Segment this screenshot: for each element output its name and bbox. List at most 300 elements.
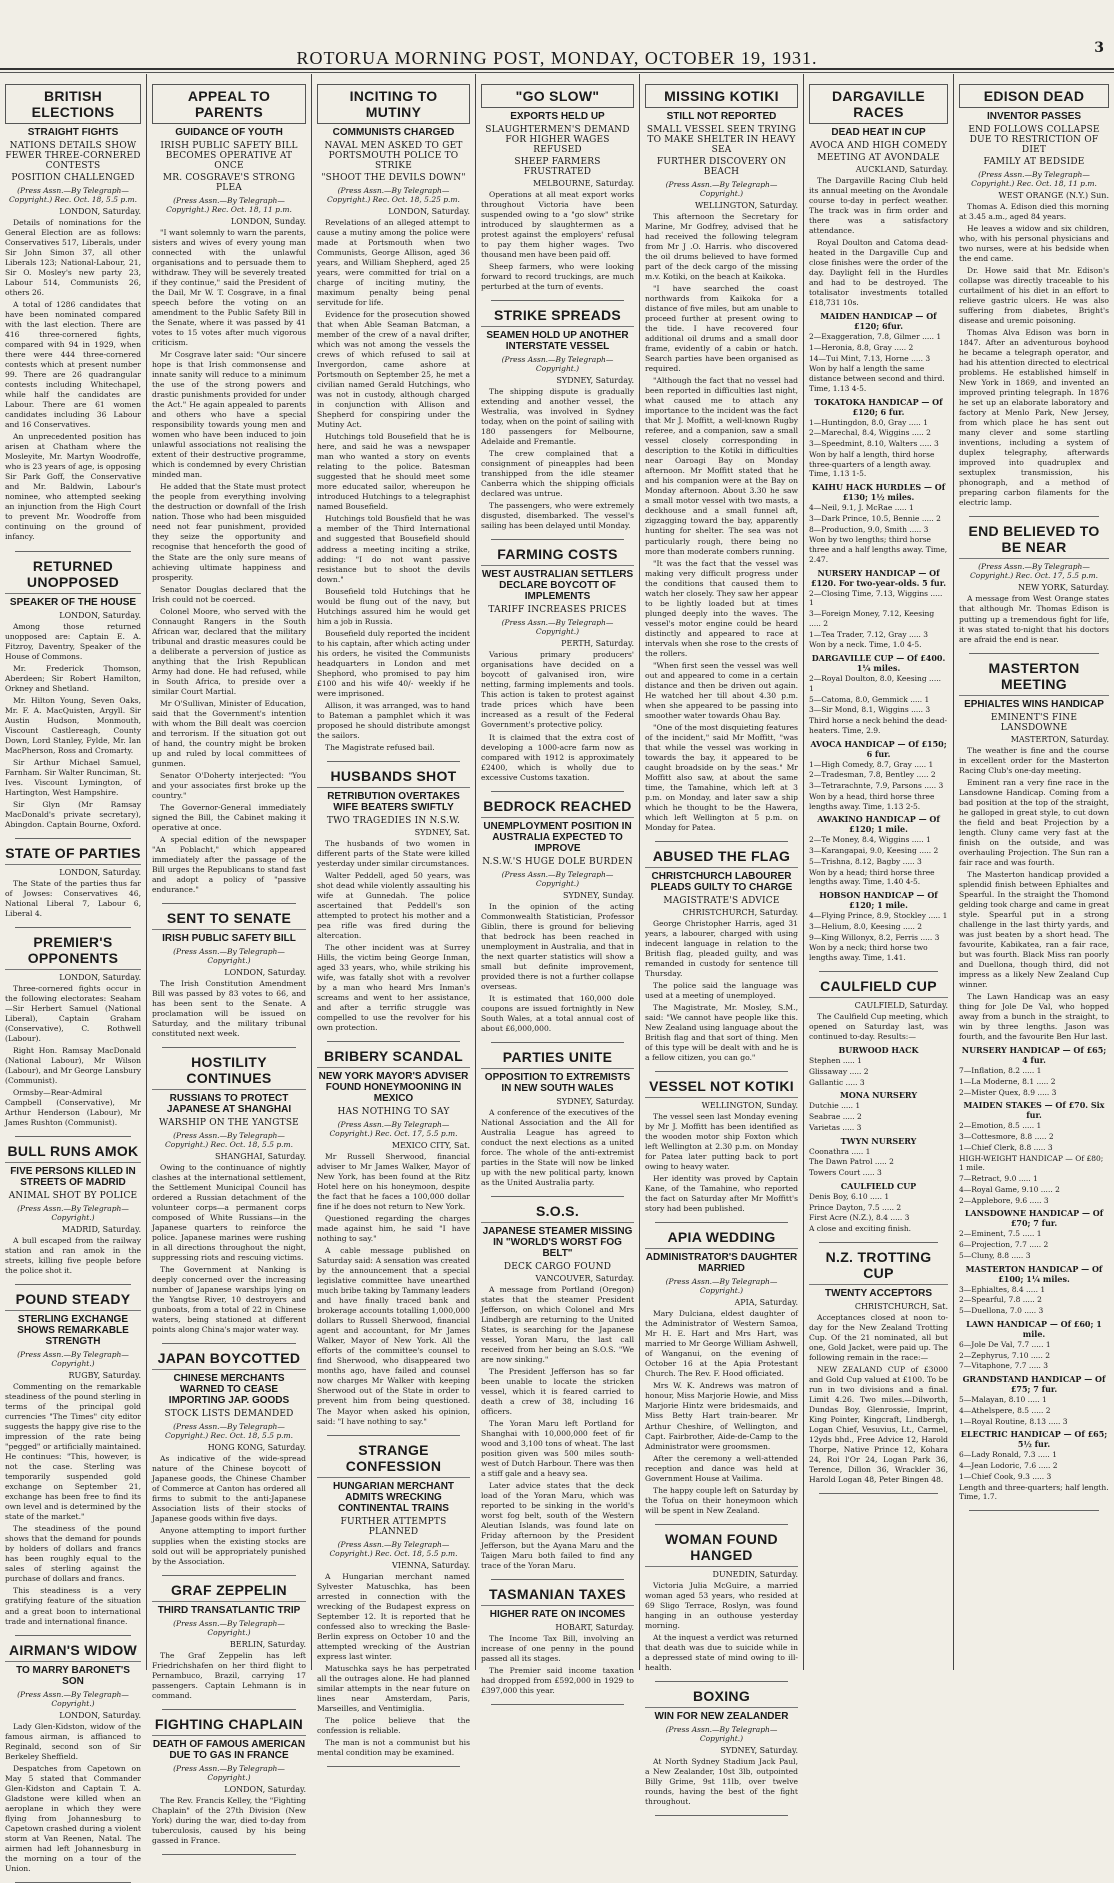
race-result: 4—Royal Game, 9.10 ..... 2 (959, 1184, 1060, 1194)
race-title: BURWOOD HACK (838, 1045, 919, 1055)
paragraph: The happy couple left on Saturday by the Tofua on their honeymoon which will be spent in New Zealand. (645, 1485, 798, 1515)
dateline: LONDON, Saturday. (224, 968, 306, 978)
article-subheading: SLAUGHTERMEN'S DEMAND FOR HIGHER WAGES REFUSED (485, 125, 630, 155)
race-result: Won by a neck; third horse two lengths away. Time, 1.41. (809, 943, 928, 963)
race-result: Length and three-quarters; half length. Time, 1.7. (959, 1482, 1109, 1502)
article-headline: GRAF ZEPPELIN (152, 1582, 306, 1602)
press-credit: (Press Assn.—By Telegraph—Copyright.) (665, 180, 778, 198)
race-result: 4—Jean Lodoric, 7.6 ..... 2 (959, 1461, 1058, 1470)
press-credit: (Press Assn.—By Telegraph—Copyright.) Rec. Oct. 17, 5.5 p.m. (969, 562, 1099, 581)
article-body (5, 622, 141, 830)
race-title: MAIDEN STAKES — Of £70. Six fur. (963, 1100, 1105, 1121)
paragraph: Commenting on the remarkable steadiness of the pound sterling in terms of the principal gold currencies "The Times" city editor suggests the happy give rise to the impression of the rate being "pegged" or artificially maintained. He continues: "This, however, is not the case. Sterling was temporarily suspended gold exchange on September 21, exchange has been free to find its own level and is determined by the state of the market." (5, 1382, 141, 1522)
paragraph: Her identity was proved by Captain Kane, of the Tamahine, who reported the fact on Saturday after Mr Moffitt's story had been published. (645, 1174, 798, 1214)
article-divider (162, 1343, 296, 1344)
paragraph: The man is not a communist but his mental condition may be examined. (317, 1737, 470, 1757)
article-subheading: TO MARRY BARONET'S SON (16, 1664, 130, 1687)
race-title: NURSERY HANDICAP — Of £120. For two-year-olds. 5 fur. (810, 567, 947, 588)
race-result: 1—Chief Cook, 9.3 ..... 3 (959, 1471, 1052, 1481)
article (5, 1291, 141, 1626)
press-credit: (Press Assn.—By Telegraph—Copyright.) (173, 1763, 285, 1782)
race-result: 7—Inflation, 8.2 ..... 1 (959, 1066, 1042, 1075)
race-result: First Acre (N.Z.), 8.4 ..... 3 (809, 1213, 910, 1223)
article (645, 1531, 798, 1673)
dateline: CHRISTCHURCH, Saturday. (682, 907, 798, 917)
column-5 (640, 74, 804, 1806)
article-body (481, 1285, 634, 1571)
article-subheading: STILL NOT REPORTED (666, 111, 777, 122)
paragraph: This afternoon the Secretary for Marine, Mr Godfrey, advised that he had received the following telegram from Mr J .O. Harris. who discovered the oil drums believed to have formed part of the deck cargo of the missing m.v. Kotiki, on the beach at Kaikoka. (645, 212, 798, 282)
article-subheading: NEW YORK MAYOR'S ADVISER FOUND HONEYMOONING IN MEXICO (318, 1071, 469, 1105)
paragraph: The Rev. Francis Kelley, the "Fighting Chaplain" of the 27th Division (New York) during the war, died to-day from tuberculosis, caused by his being gassed in France. (152, 1795, 306, 1845)
article-subheading: SMALL VESSEL SEEN TRYING TO MAKE SHELTER IN HEAVY SEA (646, 125, 797, 155)
article (959, 84, 1109, 508)
paragraph: Senator O'Doherty interjected: "You and your associates first broke up the country." (152, 770, 306, 800)
paragraph: The shipping dispute is gradually extending and another vessel, the Westralia, was involved in Sydney today, when on the point of sailing with 180 passengers for Melbourne, Adelaide and Fremantle. (481, 387, 634, 447)
article (645, 84, 798, 833)
dateline: MASTERTON, Saturday. (1010, 734, 1109, 744)
dateline: CHRISTCHURCH, Sat. (854, 1301, 948, 1311)
race-result: Won by a neck. Time, 1.0 4-5. (809, 640, 922, 650)
paragraph: Hutchings told Bousfield that he was a member of the Third International and suggested that Bousefield should address a meeting inciting a strike, adding: "I do not want passive resistance but to shoot the devils down." (317, 514, 470, 584)
race-result: Varietas ..... 3 (809, 1122, 862, 1132)
article-divider (655, 1071, 788, 1072)
article-divider (327, 1435, 460, 1436)
press-credit: (Press Assn.—By Telegraph—Copyright.) (17, 1204, 129, 1223)
article-subheading: EXPORTS HELD UP (510, 111, 605, 122)
race-result: 2—Marechal, 8.4, Wiggins ..... 2 (809, 428, 931, 438)
article-subheading: POSITION CHALLENGED (11, 173, 135, 183)
race-result: 2—Royal Doulton, 8.0, Keesing ..... 1 (809, 674, 941, 693)
page-title: ROTORUA MORNING POST, MONDAY, OCTOBER 19, 1931. (296, 48, 818, 68)
article-divider (162, 1709, 296, 1710)
article-headline: HUSBANDS SHOT (317, 768, 470, 788)
article-subheading: IRISH PUBLIC SAFETY BILL BECOMES OPERATIVE AT ONCE (160, 141, 298, 171)
press-credit: (Press Assn.—By Telegraph—Copyright.) (501, 618, 614, 637)
race-title: HOBSON HANDICAP — Of £120; 1 mile. (819, 890, 938, 911)
article-body (317, 218, 470, 753)
paragraph: "Although the fact that no vessel had been reported in difficulties last night, what caused me to attach any importance to the incident was the fact that Mr J. Moffitt, a well-known Rugby referee, and a companion, saw a small vessel closely corresponding in description to the Kotiki in difficulties near Oaroagi Bay on Monday afternoon. Mr Moffitt stated that he and his companion were at the Bay on Monday afternoon. About 3.30 he saw a small motor vessel with two masts, a deckhouse and a small funnel aft, zigzagging toward the bay, apparently hunting for shelter. The sea was not particularly rough, there being no more than moderate combers running. (645, 376, 798, 556)
press-credit: (Press Assn.—By Telegraph—Copyright.) Rec. Oct. 18, 11 p.m. (166, 196, 292, 214)
press-credit: (Press Assn.—By Telegraph—Copyright.) (501, 355, 614, 374)
paragraph: Thomas Alva Edison was born in 1847. After an adventurous boyhood he became a telegraph operator, and had his attention directed to electrical problems. He established himself in New York in 1869, and invented an improved printing telegraph. In 1876 he set up an elaborate laboratory and factory at Menlo Park, New Jersey, from which place he has sent out many clever and some startling inventions, including a system of duplex telegraphy, afterwards improved into quadruplex and sextuplex transmission, his phonograph, and a method of preparing carbon filaments for the electric lamp. (959, 328, 1109, 508)
race-title: TOKATOKA HANDICAP — Of £120; 6 fur. (814, 396, 943, 417)
article-divider (655, 841, 788, 842)
paragraph: Allison, it was arranged, was to hand to Bateman a pamphlet which it was proposed he should distribute amongst the sailors. (317, 700, 470, 740)
paragraph: Later advice states that the deck load of the Yoran Maru, which was reported to be sinking in the world's worst fog belt, south of the Western Aleutian Islands, was found late on Friday afternoon by the President Jefferson, but the Ayana Maru and the Taigen Maru both failed to find any trace of the Yoran Maru. (481, 1481, 634, 1571)
article-headline: AIRMAN'S WIDOW (5, 1642, 141, 1662)
race-result: HIGH-WEIGHT HANDICAP — Of £80; 1 mile. (959, 1153, 1104, 1173)
article-body (809, 1012, 948, 1042)
column-4 (476, 74, 640, 1696)
article-subheading: THIRD TRANSATLANTIC TRIP (157, 1604, 301, 1616)
paragraph: The Governor-General immediately signed the Bill, the Cabinet making it operative at once. (152, 802, 306, 832)
article-divider (969, 653, 1099, 654)
article-body (959, 594, 1109, 644)
race-result: 1—High Comedy, 8.7, Gray ..... 1 (809, 759, 934, 769)
article (152, 84, 306, 895)
dateline: HONG KONG, Saturday. (207, 1443, 306, 1453)
paragraph: The Premier said income taxation had dropped from £592,000 in 1929 to £397,000 this year. (481, 1666, 634, 1696)
paragraph: The crew complained that a consignment of pineapples had been transhipped from the idle steamer Canberra which the shipping officials declared was untrue. (481, 449, 634, 499)
dateline: SYDNEY, Sat. (414, 827, 470, 837)
paragraph: The police believe that the confession is reliable. (317, 1715, 470, 1735)
article-subheading: OPPOSITION TO EXTREMISTS IN NEW SOUTH WALES (484, 1071, 631, 1094)
article (481, 1203, 634, 1571)
article-subheading: UNEMPLOYMENT POSITION IN AUSTRALIA EXPECTED TO IMPROVE (483, 820, 632, 854)
press-credit: (Press Assn.—By Telegraph—Copyright.) (17, 1350, 129, 1369)
race-result: 9—King Willonyx, 8.2, Ferris ..... 3 (809, 932, 940, 942)
paragraph: Sir Arthur Michael Samuel, Farnham. Sir Walter Runciman, St. Ives. Viscount Lymington, of Hartington, West Hampshire. (5, 757, 141, 797)
article-divider (655, 1222, 788, 1223)
race-title: LAWN HANDICAP — Of £60; 1 mile. (966, 1318, 1102, 1339)
article-headline: BULL RUNS AMOK (5, 1143, 141, 1163)
article-headline: BRIBERY SCANDAL (317, 1048, 470, 1068)
press-credit: (Press Assn.—By Telegraph—Copyright.) Rec. Oct. 18, 5.25 p.m. (327, 186, 460, 204)
paragraph: The Income Tax Bill, involving an increase of one penny in the pound passed all its stages. (481, 1634, 634, 1664)
article (317, 1048, 470, 1426)
article-headline: WOMAN FOUND HANGED (645, 1531, 798, 1567)
article-body (152, 1796, 306, 1846)
dateline: HOBART, Saturday. (555, 1623, 634, 1633)
race-result: 3—Tetrarachnte, 7.9, Parsons ..... 3 (809, 781, 944, 791)
article-body (152, 1651, 306, 1701)
dateline: SYDNEY, Saturday. (556, 1096, 634, 1106)
article-subheading: EMINENT'S FINE LANSDOWNE (990, 712, 1078, 733)
paragraph: The Irish Constitution Amendment Bill was passed by 83 votes to 66, and has been sent to the Senate. A proclamation will be issued on Saturday, and the military tribunal constituted next week. (152, 979, 306, 1039)
paragraph: Mr. Hilton Young, Seven Oaks, Mr. F. A. MacQuisten, Argyll. Sir Austin Hudson, Monmouth, Viscount Castlereagh, County Down, Lord Stanley, Fylde, Mr. Ian MacPherson, Ross and Cromarty. (5, 695, 141, 755)
race-title: DARGAVILLE CUP — Of £400. 1¼ miles. (811, 653, 946, 674)
race-result: 2—Spearful, 7.8 ..... 2 (959, 1295, 1042, 1305)
article-headline: "GO SLOW" (481, 84, 634, 108)
race-result: 3—Helium, 8.0, Keesing ..... 2 (809, 921, 923, 931)
article-subheading: DEAD HEAT IN CUP (831, 127, 926, 138)
paragraph: At the inquest a verdict was returned that death was due to suicide while in a depressed state of mind owing to ill-health. (645, 1632, 798, 1672)
race-result: 2—Exaggeration, 7.8, Gilmer ..... 1 (809, 332, 942, 342)
press-credit: (Press Assn.—By Telegraph—Copyright.) Rec. Oct. 17, 5.5 p.m. (329, 1120, 458, 1139)
dateline: AUCKLAND, Saturday. (855, 165, 948, 174)
race-result: 5—Catoma, 8.0, Gemmick ..... 1 (809, 694, 930, 704)
article-body (645, 1309, 798, 1515)
article-body (481, 902, 634, 1034)
paragraph: This steadiness is a very gratifying feature of the situation and a great boon to international trade and international finance. (5, 1586, 141, 1626)
press-credit: (Press Assn.—By Telegraph—Copyright.) Rec. Oct. 18, 5.5 p.m. (8, 186, 138, 204)
article-headline: MASTERTON MEETING (959, 660, 1109, 696)
article-headline: RETURNED UNOPPOSED (5, 558, 141, 594)
article-subheading: MR. COSGRAVE'S STRONG PLEA (162, 173, 296, 193)
article-body (5, 879, 141, 919)
paragraph: Colonel Moore, who served with the Connaught Rangers in the South African war, declared that the military tribunal and drastic measures could be a deliberate a perversion of justice as anything that the Irish Republican Army had done. He had refused, while in South Africa, to preside over a similar Court Martial. (152, 606, 306, 696)
article-headline: POUND STEADY (5, 1291, 141, 1311)
article (152, 1350, 306, 1566)
race-title: MASTERTON HANDICAP — Of £100; 1¼ miles. (965, 1263, 1103, 1284)
article-subheading: STOCK LISTS DEMANDED (164, 1409, 294, 1420)
article-body (317, 1572, 470, 1758)
paragraph: The Dargaville Racing Club held its annual meeting on the Avondale course to-day in perfect weather. The track was in firm order and there was a satisfactory attendance. (809, 176, 948, 236)
race-result: Seabrae ..... 2 (809, 1112, 862, 1121)
race-title: MAIDEN HANDICAP — Of £120; 6fur. (820, 311, 937, 332)
article (5, 84, 141, 543)
article-headline: VESSEL NOT KOTIKI (645, 1078, 798, 1098)
paragraph: Despatches from Capetown on May 5 stated that Commander Glen-Kidston and Captain T. A. Gladstone were killed when an aeroplane in which they were flying from Johannesburg to Capetown crashed during a violent storm at Van Reenen, Natal. The airmen had left Johannesburg in the morning on a tour of the Union. (5, 1763, 141, 1873)
dateline: PERTH, Saturday. (561, 639, 634, 649)
paragraph: Ormsby—Rear-Admiral Campbell (Conservative), Mr Arthur Henderson (Labour), Mr James Rushton (Communist). (5, 1088, 141, 1128)
dateline: SYDNEY, Saturday. (556, 376, 634, 386)
article-headline: STRANGE CONFESSION (317, 1442, 470, 1478)
article-body (152, 1163, 306, 1335)
article-divider (819, 1493, 938, 1494)
article-divider (819, 971, 938, 972)
race-result: Glissaway ..... 2 (809, 1066, 869, 1076)
race-result: 1—Huntingdon, 8.0, Gray ..... 1 (809, 417, 928, 427)
paragraph: Owing to the continuance of nightly clashes at the international settlement, the Settlement Municipal Council has ordered a Russian detachment of the volunteer corps—a permanent corps composed of White Russians—in the Japanese quarters to reinforce the police. Japanese marines were rushing in all directions throughout the night, suppressing riots and rescuing victims. (152, 1163, 306, 1263)
press-credit: (Press Assn.—By Telegraph—Copyright.) Rec. Oct. 18, 11 p.m. (971, 170, 1097, 188)
paragraph: Evidence for the prosecution showed that when Able Seaman Batcman, a member of the crew of a naval drifter, which was not among the vessels the crews of which refused to sail at Invergordon, came ashore at Portsmouth on September 25, he met a civilian named Gerald Hutchings, who was not in custody, although charged in conjunction with Allison and Shepherd for conspiring under the Mutiny Act. (317, 310, 470, 430)
article-body (152, 228, 306, 895)
article (317, 1442, 470, 1758)
article-subheading: FURTHER DISCOVERY ON BEACH (656, 157, 787, 177)
article-subheading: STERLING EXCHANGE SHOWS REMARKABLE STRENGTH (17, 1314, 129, 1348)
paragraph: Operations at all meat export works throughout Victoria have been suspended owing to a "go slow" strike introduced by slaughtermen as a protest against the employers' refusal to pay them higher wages. Two thousand men have been paid off. (481, 190, 634, 260)
article-subheading: WIN FOR NEW ZEALANDER (654, 1710, 789, 1722)
article-headline: APIA WEDDING (645, 1229, 798, 1249)
paragraph: The Magistrate refused bail. (325, 742, 435, 752)
article-subheading: TARIFF INCREASES PRICES (488, 605, 627, 616)
paragraph: "One of the most disquieting features of the incident," said Mr Moffitt, "was that while the vessel was working in towards the bay, it appeared to be caught broadside on by the seas." Mr Moffitt also saw, at about the same time, the Tamahine, which left at 3 p.m. on Monday, and later saw a ship which he thought to be the Hawera, which left Wellington at 5 p.m. on Monday for Patea. (645, 722, 798, 832)
race-title: AWAKINO HANDICAP — Of £120; 1 mile. (817, 814, 940, 835)
paragraph: An unprecedented position has arisen at Chatham where the Mosleyite, Mr. Martyn Woodroffe, who is 23 years of age, is opposing Sir Park Goff, the Conservative and Mr. Baldwin, Labour's nominee, who attempted seeking an injunction from the High Court to prevent Mr. Woodroffe from continuing on the ground of infancy. (5, 432, 141, 542)
dateline: SYDNEY, Saturday. (720, 1745, 798, 1755)
article-divider (15, 1284, 131, 1285)
article (481, 1049, 634, 1188)
article-subheading: CHRISTCHURCH LABOURER PLEADS GUILTY TO CHARGE (650, 870, 793, 893)
paragraph: Bousefield told Hutchings that he would be flung out of the navy, but Hutchings assured him he would get him a job in Russia. (317, 586, 470, 626)
article-divider (491, 1196, 624, 1197)
article-subheading: FIVE PERSONS KILLED IN STREETS OF MADRID (10, 1166, 136, 1189)
dateline: LONDON, Saturday. (59, 867, 141, 877)
race-result: Denis Boy, 6.10 ..... 1 (809, 1191, 890, 1201)
dateline: VANCOUVER, Saturday. (535, 1273, 634, 1283)
article-divider (162, 1575, 296, 1576)
race-result: 4—Neil, 9.1, J. McRae ..... 1 (809, 503, 914, 513)
column-6 (804, 74, 954, 1670)
article-body (317, 1152, 470, 1426)
paragraph: As indicative of the wide-spread nature of the Chinese boycott of Japanese goods, the Chinese Chamber of Commerce at Canton has ordered all firms to submit to the anti-Japanese Association lists of their stocks of Japanese goods within five days. (152, 1454, 306, 1524)
article-headline: BOXING (645, 1688, 798, 1708)
race-result: 2—Emotion, 8.5 ..... 1 (959, 1121, 1042, 1131)
paragraph: The Masterton handicap provided a splendid finish between Ephialtes and Spearful. In the straight the Thomond gelding took charge and came in great style. Spearful put in a strong challenge in the last thirty yards, and was just beaten by a short head. The favourite, Kabikatea, ran a fair race, but was fourth. Black Miss ran poorly and Duellona, though third, did not impress as a likely New Zealand Cup winner. (959, 869, 1109, 989)
article-divider (15, 927, 131, 928)
paragraph: It is estimated that 160,000 dole coupons are issued fortnightly in New South Wales, at a total annual cost of about £6,000,000. (481, 993, 634, 1033)
column-1 (0, 74, 147, 1873)
race-result: 4—Flying Prince, 8.9, Stockley ..... 1 (809, 911, 948, 921)
race-result: 5—Cluny, 8.8 ..... 3 (959, 1250, 1031, 1260)
paragraph: Dr. Howe said that Mr. Edison's collapse was directly traceable to his curtailment of his diet in an effort to relieve gastric ulcers. He was also suffering from diabetes, Bright's disease and uremic poisoning. (959, 266, 1109, 326)
article-body (645, 1112, 798, 1214)
press-credit: (Press Assn.—By Telegraph—Copyright.) Rec. Oct. 18, 5.5 p.m. (164, 1422, 294, 1441)
paragraph: The husbands of two women in different parts of the State were killed yesterday under similar circumstances. (317, 838, 470, 868)
article-divider (819, 1242, 938, 1243)
article-divider (15, 1635, 131, 1636)
article-headline: FIGHTING CHAPLAIN (152, 1716, 306, 1736)
article-headline: S.O.S. (481, 1203, 634, 1223)
paragraph: A message from Portland (Oregon) states that the steamer President Jefferson, on which Colonel and Mrs Lindbergh are returning to the United States, is searching for the Japanese vessel, Yoran Maru, the last call received from her being an S.O.S. "We are now sinking." (481, 1284, 634, 1365)
race-result: Prince Dayton, 7.5 ..... 2 (809, 1202, 902, 1212)
dateline: APIA, Saturday. (734, 1298, 798, 1308)
article-divider (491, 539, 624, 540)
page-number: 3 (1094, 40, 1104, 56)
article-subheading: ADMINISTRATOR'S DAUGHTER MARRIED (645, 1252, 798, 1275)
article-subheading: DEATH OF FAMOUS AMERICAN DUE TO GAS IN FRANCE (152, 1738, 306, 1761)
paragraph: He added that the State must protect the people from everything involving the destruction or downfall of the Irish nation. Those who had been misguided need not fear punishment, provided they seize the opportunity and recognise that henceforth the good of the State are the only sure means of achieving ultimate happiness and prosperity. (152, 482, 306, 582)
article-subheading: END FOLLOWS COLLAPSE DUE TO RESTRICTION OF DIET (968, 125, 1100, 155)
article (5, 1642, 141, 1874)
paragraph: A total of 1286 candidates that have been nominated compared with the last election. There are 416 three-cornered fights, compared with 94 in 1929, when there were 444 three-cornered contests which at present number 99. There are 26 quadrangular contests including Whitechapel, while half the candidates are Labour. There are 61 women candidates including 36 Labour and 16 Conservatives. (5, 300, 141, 430)
article-subheading: ANIMAL SHOT BY POLICE (8, 1191, 138, 1202)
article-body (645, 1757, 798, 1807)
race-result: 2—Applebore, 9.6 ..... 3 (959, 1195, 1049, 1205)
paragraph: The police said the language was used at a meeting of unemployed. (645, 981, 798, 1001)
article-subheading: WARSHIP ON THE YANGTSE (159, 1118, 299, 1129)
article-headline: PARTIES UNITE (481, 1049, 634, 1069)
article-headline: ABUSED THE FLAG (645, 848, 798, 868)
paragraph: The vessel seen last Monday evening by Mr J. Moffitt has been identified as the wooden motor ship Foxton which left Wellington at 2.30 p.m. on Monday for Patea later putting back to port owing to heavy water. (645, 1112, 798, 1172)
article (152, 1054, 306, 1335)
article-headline: MISSING KOTIKI (645, 84, 798, 108)
article-headline: STRIKE SPREADS (481, 307, 634, 327)
race-result: 2—Eminent, 7.5 ..... 1 (959, 1229, 1042, 1239)
masthead-rule-thin (0, 72, 1114, 73)
article (645, 1688, 798, 1807)
paragraph: Matuschka says he has perpetrated all the outrages alone. He had planned similar attempts in the near future on lines near Amsterdam, Paris, Marseilles, and Ventimiglia. (317, 1663, 470, 1713)
race-result: Dutchie ..... 1 (809, 1101, 861, 1111)
dateline: WEST ORANGE (N.Y.) Sun. (998, 191, 1109, 200)
paragraph: Hutchings told Bousefield that he is here, and said he was a newspaper man who wanted a story on events relating to the police. Batesman suggested that he should meet some more educated sailor, whereupon he introduced Hutchings to a telegraphist named Bousefield. (317, 432, 470, 512)
article (959, 523, 1109, 644)
dateline: LONDON, Saturday. (224, 1784, 306, 1794)
article-subheading: IRISH PUBLIC SAFETY BILL (162, 933, 296, 945)
paragraph: "I have searched the coast northwards from Kaikoka for a distance of five miles, but am unable to proceed further at present owing to the tide. I have recovered four additional oil drums and a small door frame, evidently of a cabin or hatch. Search parties have been organised as required. (645, 284, 798, 374)
article (5, 934, 141, 1128)
article-subheading: NAVAL MEN ASKED TO GET PORTSMOUTH POLICE TO STRIKE (324, 141, 463, 171)
article-subheading: HUNGARIAN MERCHANT ADMITS WRECKING CONTINENTAL TRAINS (332, 1480, 455, 1514)
paragraph: NEW ZEALAND CUP of £3000 and Gold Cup valued at £100. To be run in two divisions and a final. Limit 4.26. Two miles.—Dilworth, Dundas Boy, Glenrossie, Imprint, King Pointer, Kingcraft, Lindbergh, Logan Chief, Vesuvius, Lt., Carmel, 12yds bhd., Free Advice 12, Harold Thorpe, Native Prince 12, Kohara 24, Roi l'Or 24, Logan Park 36, Terence, Dillon 36, Wrackler 36, Harold Logan 48, Peter Bingen 48. (809, 1364, 948, 1484)
dateline: MEXICO CITY, Sat. (391, 1141, 470, 1151)
race-result: 2—Mister Quex, 8.9 ..... 3 (959, 1087, 1057, 1097)
article-subheading: JAPANESE STEAMER MISSING IN "WORLD'S WORST FOG BELT" (482, 1225, 633, 1259)
race-result: 4—Athelspere, 8.5 ..... 2 (959, 1405, 1051, 1415)
article (481, 307, 634, 531)
article-headline: CAULFIELD CUP (809, 978, 948, 998)
article-body (5, 218, 141, 543)
article-body (481, 650, 634, 782)
race-result: 3—Dark Prince, 10.5, Bennie ..... 2 (809, 513, 941, 523)
dateline: LONDON, Saturday. (59, 610, 141, 620)
race-result: 3—Speedmint, 8.10, Walters ..... 3 (809, 439, 939, 449)
article (152, 910, 306, 1039)
article-headline: STATE OF PARTIES (5, 845, 141, 865)
paragraph: A Hungarian merchant named Sylvester Matuschka, has been arrested in connection with the wrecking of the Budapest express on September 12. It is reported that he confessed also to wrecking the Basle-Berlin express on October 10 and the attempted wrecking of the Austrian express last winter. (317, 1571, 470, 1661)
paragraph: Right Hon. Ramsay MacDonald (National Labour), Mr Wilson (Labour), and Mr George Lansbury (Communist). (5, 1045, 141, 1086)
article-body (317, 839, 470, 1033)
race-result: 2—Te Money, 8.4, Wiggins ..... 1 (809, 835, 931, 845)
article-subheading: RETRIBUTION OVERTAKES WIFE BEATERS SWIFTLY (327, 790, 460, 813)
race-result: 5—Duellona, 7.0 ..... 3 (959, 1306, 1044, 1315)
article-body (5, 1382, 141, 1626)
article-divider (15, 551, 131, 552)
article-divider (15, 838, 131, 839)
article-subheading: CHINESE MERCHANTS WARNED TO CEASE IMPORTING JAP. GOODS (168, 1373, 290, 1407)
article-subheading: MEETING AT AVONDALE (817, 153, 940, 163)
article-subheading: EPHIALTES WINS HANDICAP (964, 698, 1104, 710)
article (317, 84, 470, 753)
paragraph: The steadiness of the pound shows that the demand for pounds by holders of dollars and francs has been roughly equal to the sales of sterling against the purchase of dollars and francs. (5, 1524, 141, 1584)
article-headline: DARGAVILLE RACES (809, 84, 948, 124)
paragraph: Lady Glen-Kidston, widow of the famous airman, is affianced to Reginald, second son of Sir Berkeley Sheffield. (5, 1721, 141, 1761)
dateline: RUGBY, Saturday. (68, 1371, 141, 1381)
article (645, 1078, 798, 1214)
article-subheading: SHEEP FARMERS FRUSTRATED (514, 157, 601, 177)
press-credit: (Press Assn.—By Telegraph—Copyright.) (173, 947, 285, 966)
paragraph: "I want solemnly to warn the parents, sisters and wives of every young man connected with the unlawful organisations and to persuade them to withdraw. They will be severely treated if they continue," said the President of the Dail, Mr W. T. Cosgrave, in a final speech before the voting on an amendment to the Public Safety Bill in the Senate, where it was passed by 41 votes to 15 votes after much vigorous criticism. (152, 228, 306, 348)
article (5, 845, 141, 919)
paragraph: Bousefield duly reported the incident to his captain, after which acting under his orders, he visited the Communists headquarters in London and met Shephord, who promised to pay him £100 and his wife 40/- weekly if he were imprisoned. (317, 628, 470, 698)
article (5, 1143, 141, 1276)
paragraph: Mr. Frederick Thomson, Aberdeen; Sir Robert Hamilton, Orkney and Shetland. (5, 663, 141, 693)
race-result: 3—Ephialtes, 8.4 ..... 1 (959, 1284, 1046, 1294)
paragraph: George Christopher Harris, aged 31 years, a labourer, charged with using indecent language in relation to the British flag, pleaded guilty, and was remanded in custody for sentence till Thursday. (645, 918, 798, 979)
paragraph: The President Jefferson has so far been unable to locate the stricken vessel, which it is feared carried to death a crew of 38, including 16 officers. (481, 1367, 634, 1417)
race-result: Won by half a length, third horse three-quarters of a length away. Time, 1.13 1-5. (809, 449, 935, 479)
dateline: LONDON, Saturday. (59, 207, 141, 216)
article-divider (491, 1704, 624, 1705)
article-divider (162, 903, 296, 904)
press-credit: (Press Assn.—By Telegraph—Copyright.) (173, 1618, 285, 1637)
article-body (959, 202, 1109, 508)
race-title: LANSDOWNE HANDICAP — Of £70; 7 fur. (964, 1208, 1104, 1229)
paragraph: Sir Glyn (Mr Ramsay MacDonald's private secretary), Abingdon. Captain Bourne, Oxford. (5, 799, 141, 829)
press-credit: (Press Assn.—By Telegraph—Copyright.) (501, 869, 614, 888)
paragraph: Mr Russell Sherwood, financial adviser to Mr James Walker, Mayor of New York, has been found at the Ritz Hotel here on his honeymoon, despite the fact that he faces a 100,000 dollar fine if he does not return to New York. (317, 1152, 470, 1212)
columns-container (0, 74, 1114, 1873)
article (481, 1586, 634, 1696)
paragraph: Mrs W. K. Andrews was matron of honour, Miss Marjorie Howie, and Miss Marjorie Hintz were bridesmaids, and Miss Betty Hart train-bearer. Mr Arthur Cheshire, of Wellington, and Capt. Fairbrother, Aide-de-Camp to the Administrator were groomsmen. (645, 1381, 798, 1451)
article-headline: INCITING TO MUTINY (317, 84, 470, 124)
race-result: Stephen ..... 1 (809, 1056, 862, 1065)
paragraph: A cable message published on Saturday said: A sensation was created by the announcement that a special legislative committee have unearthed much bribe taking by Tammany leaders and have finally traced bank and brokerage accounts totalling 1,000,000 dollars to Russell Sherwood, financial agent and accountant, for Mr James Walker, Mayor of New York. All the efforts of the committee's counsel to find Sherwood, who disappeared two months ago, have failed and counsel now charges Mr Walker with keeping Sherwood out of the State in order to prevent him from being questioned. The Mayor when asked his opinion, said: "I have nothing to say." (317, 1246, 470, 1426)
press-credit: (Press Assn.—By Telegraph—Copyright.) Rec. Oct. 18, 5.5 p.m. (164, 1131, 294, 1150)
race-result: 2—Tradesman, 7.8, Bentley ..... 2 (809, 770, 936, 780)
paragraph: After the ceremony a well-attended reception and dance was held at Government House at Vailima. (645, 1453, 798, 1483)
article (645, 848, 798, 1063)
paragraph: A message from West Orange states that although Mr. Thomas Edison is putting up a tremendous fight for life, it was stated to-night that his doctors are afraid the end is near. (959, 594, 1109, 644)
article-headline: TASMANIAN TAXES (481, 1586, 634, 1606)
article-body (645, 212, 798, 833)
paragraph: The Magistrate, Mr. Mosley, S.M., said: "We cannot have people like this. New Zealand using language about the British flag and that sort of thing. Men of this type will be dealt with and he is a fellow citizen, you can go." (645, 1003, 798, 1063)
article-body (481, 1634, 634, 1696)
article (809, 1249, 948, 1485)
paragraph: Thomas A. Edison died this morning at 3.45 a.m., aged 84 years. (959, 202, 1109, 222)
race-result: Won by a head; third horse three lengths away. Time, 1.40 4-5. (809, 867, 935, 887)
article-divider (162, 1047, 296, 1048)
article-subheading: FAMILY AT BEDSIDE (983, 157, 1085, 167)
article-headline: END BELIEVED TO BE NEAR (959, 523, 1109, 559)
article-subheading: TWENTY ACCEPTORS (824, 1287, 933, 1299)
article-headline: PREMIER'S OPPONENTS (5, 934, 141, 970)
race-result: 1—Chief Clerk, 8.8 ..... 3 (959, 1142, 1053, 1152)
article (645, 1229, 798, 1515)
race-result: The Dawn Patrol ..... 2 (809, 1157, 894, 1167)
